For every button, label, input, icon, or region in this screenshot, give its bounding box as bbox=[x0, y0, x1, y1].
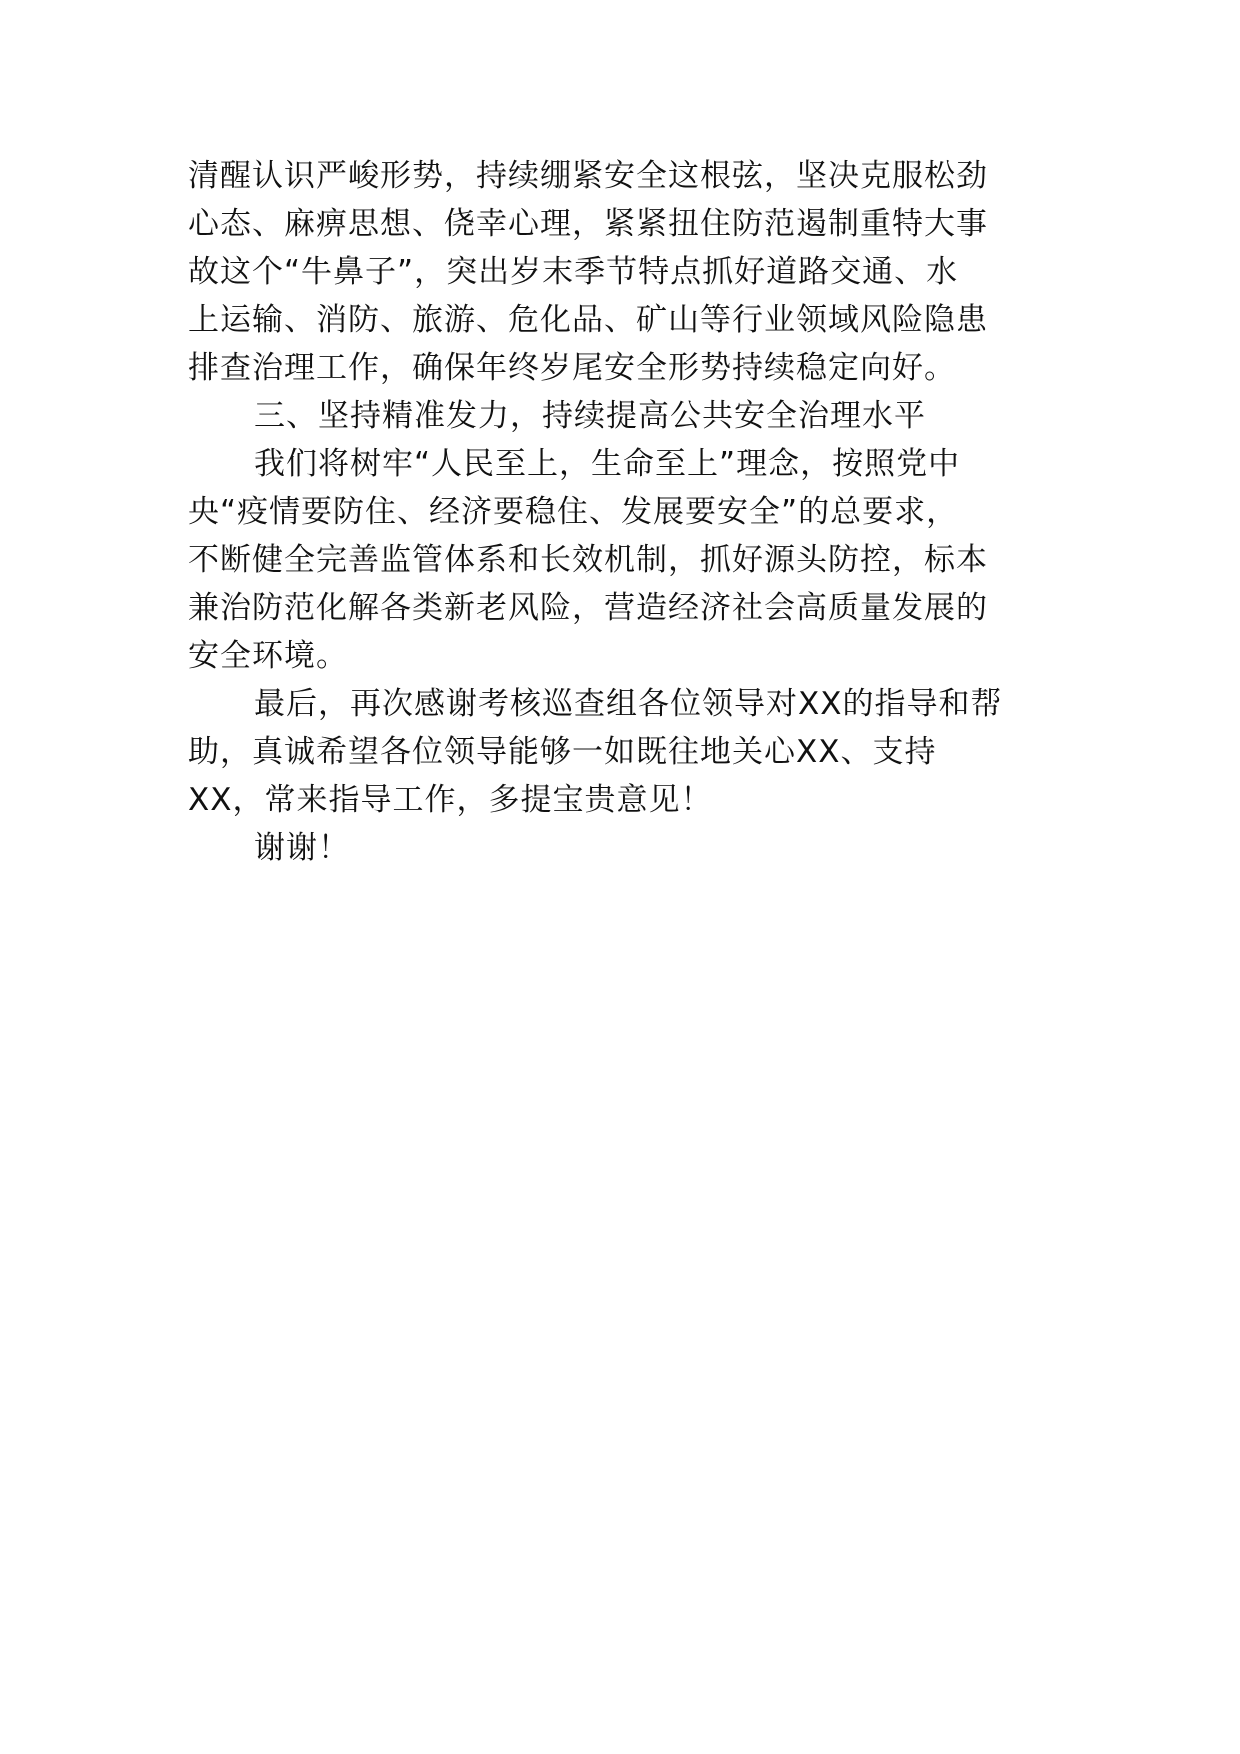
text-line: 央“疫情要防住、经济要稳住、发展要安全”的总要求， bbox=[188, 494, 959, 530]
text-line: 助，真诚希望各位领导能够一如既往地关心XX、支持 bbox=[188, 734, 937, 770]
text-line: 清醒认识严峻形势，持续绷紧安全这根弦，坚决克服松劲 bbox=[188, 158, 988, 194]
text-line: 最后，再次感谢考核巡查组各位领导对XX的指导和帮 bbox=[254, 686, 1003, 722]
text-line: 故这个“牛鼻子”，突出岁末季节特点抓好道路交通、水 bbox=[188, 254, 959, 290]
text-line: 上运输、消防、旅游、危化品、矿山等行业领域风险隐患 bbox=[188, 302, 988, 338]
text-line: 不断健全完善监管体系和长效机制，抓好源头防控，标本 bbox=[188, 542, 988, 578]
text-line: 排查治理工作，确保年终岁尾安全形势持续稳定向好。 bbox=[188, 350, 956, 386]
text-line: XX，常来指导工作，多提宝贵意见！ bbox=[188, 782, 713, 818]
text-line: 心态、麻痹思想、侥幸心理，紧紧扭住防范遏制重特大事 bbox=[188, 206, 988, 242]
section-heading: 三、坚持精准发力，持续提高公共安全治理水平 bbox=[254, 398, 926, 434]
text-line: 兼治防范化解各类新老风险，营造经济社会高质量发展的 bbox=[188, 590, 988, 626]
document-body bbox=[188, 152, 1058, 872]
closing-line: 谢谢！ bbox=[254, 830, 350, 866]
text-line: 安全环境。 bbox=[188, 638, 348, 674]
text-line: 我们将树牢“人民至上，生命至上”理念，按照党中 bbox=[254, 446, 961, 482]
